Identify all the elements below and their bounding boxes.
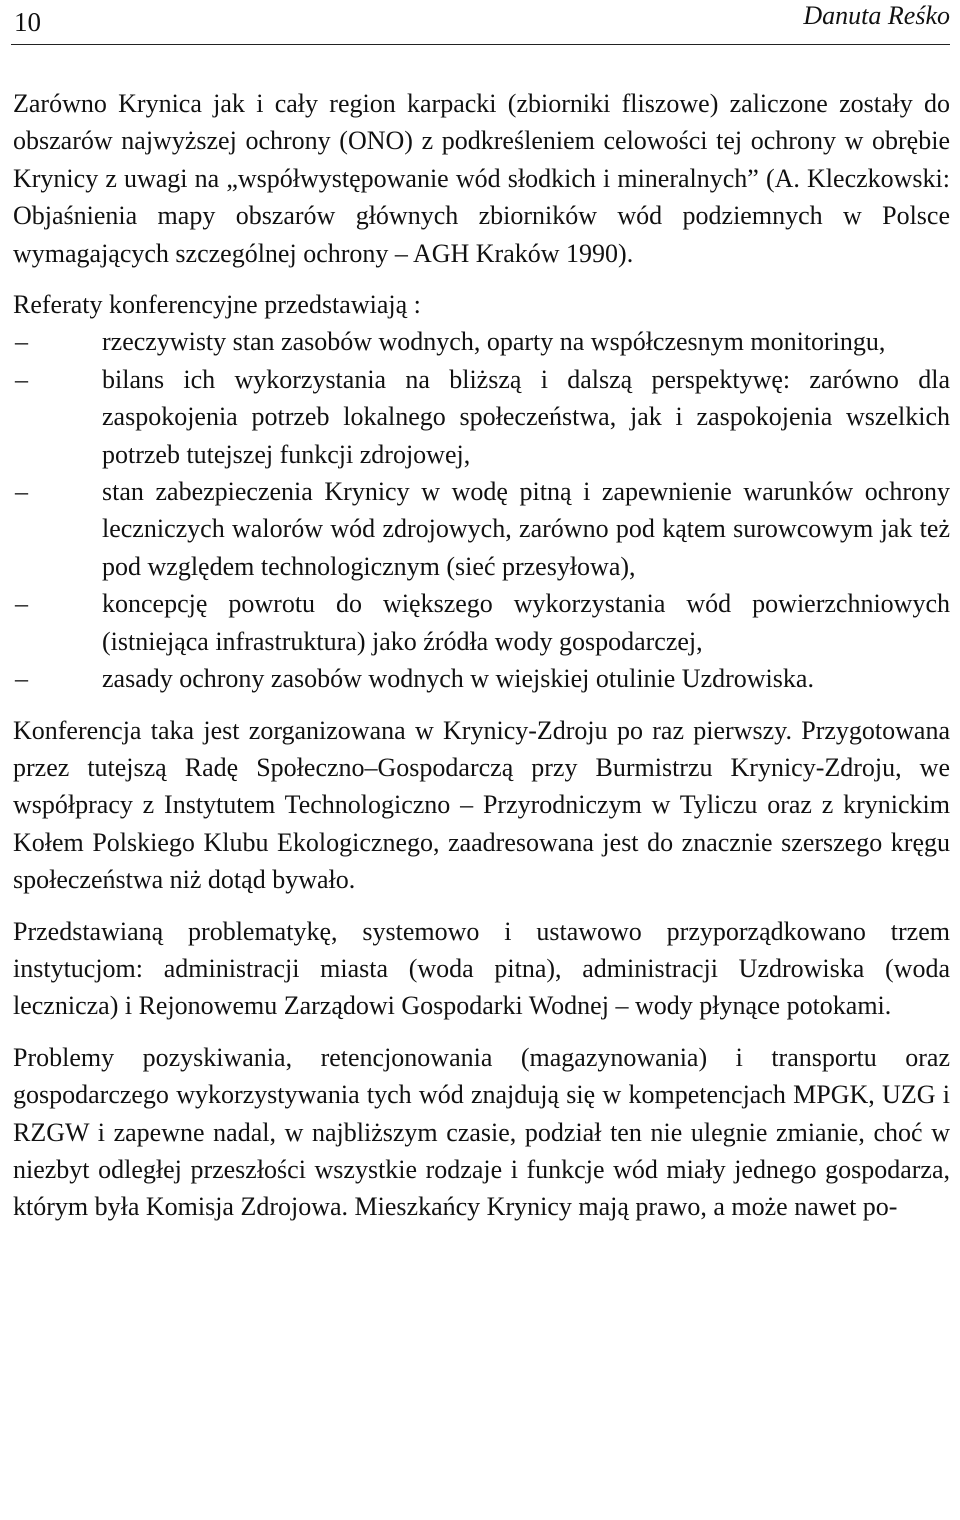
list-item-text: zasady ochrony zasobów wodnych w wiejskiej otulinie Uzdrowiska.: [102, 664, 814, 694]
paragraph-list-intro: Referaty konferencyjne przedstawiają :: [13, 290, 421, 320]
list-item: [13, 660, 950, 697]
list-item-text: bilans ich wykorzystania na bliższą i dalszą perspektywę: zarówno dla zaspokojenia potrzeb lokalnego społeczeństwa, jak i zaspokojenia wszelkich potrzeb tutejszej funkcji zdrojowej,: [102, 364, 950, 469]
dash-bullet: –: [15, 589, 28, 619]
dash-bullet: –: [15, 664, 28, 694]
list-item: [13, 585, 950, 660]
running-author: Danuta Reśko: [803, 1, 950, 30]
dash-bullet: –: [15, 364, 28, 394]
list-item: [13, 473, 950, 585]
paragraph-conference: Konferencja taka jest zorganizowana w Krynicy-Zdroju po raz pierwszy. Przygotowana przez tutejszą Radę Społeczno–Gospodarczą przy Burmistrzu Krynicy-Zdroju, we współpracy z Instytutem Technologiczno – Przyrodniczym w Tyliczu oraz z krynickim Kołem Polskiego Klubu Ekologicznego, zaadresowana jest do znacznie szerszego kręgu społeczeństwa niż dotąd bywało.: [13, 715, 950, 895]
list-item-text: stan zabezpieczenia Krynicy w wodę pitną i zapewnienie warunków ochrony leczniczych walorów wód zdrojowych, zarówno pod kątem surowcowym jak też pod względem technologicznym (sieć przesyłowa),: [102, 477, 950, 581]
list-item: [13, 361, 950, 473]
topics-list: [13, 323, 950, 697]
page-body: [13, 85, 950, 1226]
running-header: [11, 0, 950, 45]
dash-bullet: –: [15, 327, 28, 357]
page-number: 10: [14, 7, 41, 37]
list-item: [13, 323, 950, 360]
list-item-text: koncepcję powrotu do większego wykorzystania wód powierzchniowych (istniejąca infrastruktura) jako źródła wody gospodarczej,: [102, 589, 950, 656]
list-item-text: rzeczywisty stan zasobów wodnych, oparty na współczesnym monitoringu,: [102, 327, 886, 357]
dash-bullet: –: [15, 477, 28, 507]
paragraph-ono-protection: Zarówno Krynica jak i cały region karpacki (zbiorniki fliszowe) zaliczone zostały do obszarów najwyższej ochrony (ONO) z podkreśleniem celowości tej ochrony w obrębie Krynicy z uwagi na „współwystępowanie wód słodkich i mineralnych” (A. Kleczkowski: Objaśnienia mapy obszarów głównych zbiorników wód podziemnych w Polsce wymagających szczególnej ochrony – AGH Kraków 1990).: [13, 89, 950, 268]
paragraph-institutions: Przedstawianą problematykę, systemowo i ustawowo przyporządkowano trzem instytucjom: administracji miasta (woda pitna), administracji Uzdrowiska (woda lecznicza) i Rejonowemu Zarządowi Gospodarki Wodnej – wody płynące potokami.: [13, 916, 950, 1021]
paragraph-water-management: Problemy pozyskiwania, retencjonowania (magazynowania) i transportu oraz gospodarczego wykorzystywania tych wód znajdują się w kompetencjach MPGK, UZG i RZGW i zapewne nadal, w najbliższym czasie, podział ten nie ulegnie zmianie, choć w niezbyt odległej przeszłości wszystkie rodzaje i funkcje wód miały jednego gospodarza, którym była Komisja Zdrojowa. Mieszkańcy Krynicy mają prawo, a może nawet po-: [13, 1042, 950, 1222]
